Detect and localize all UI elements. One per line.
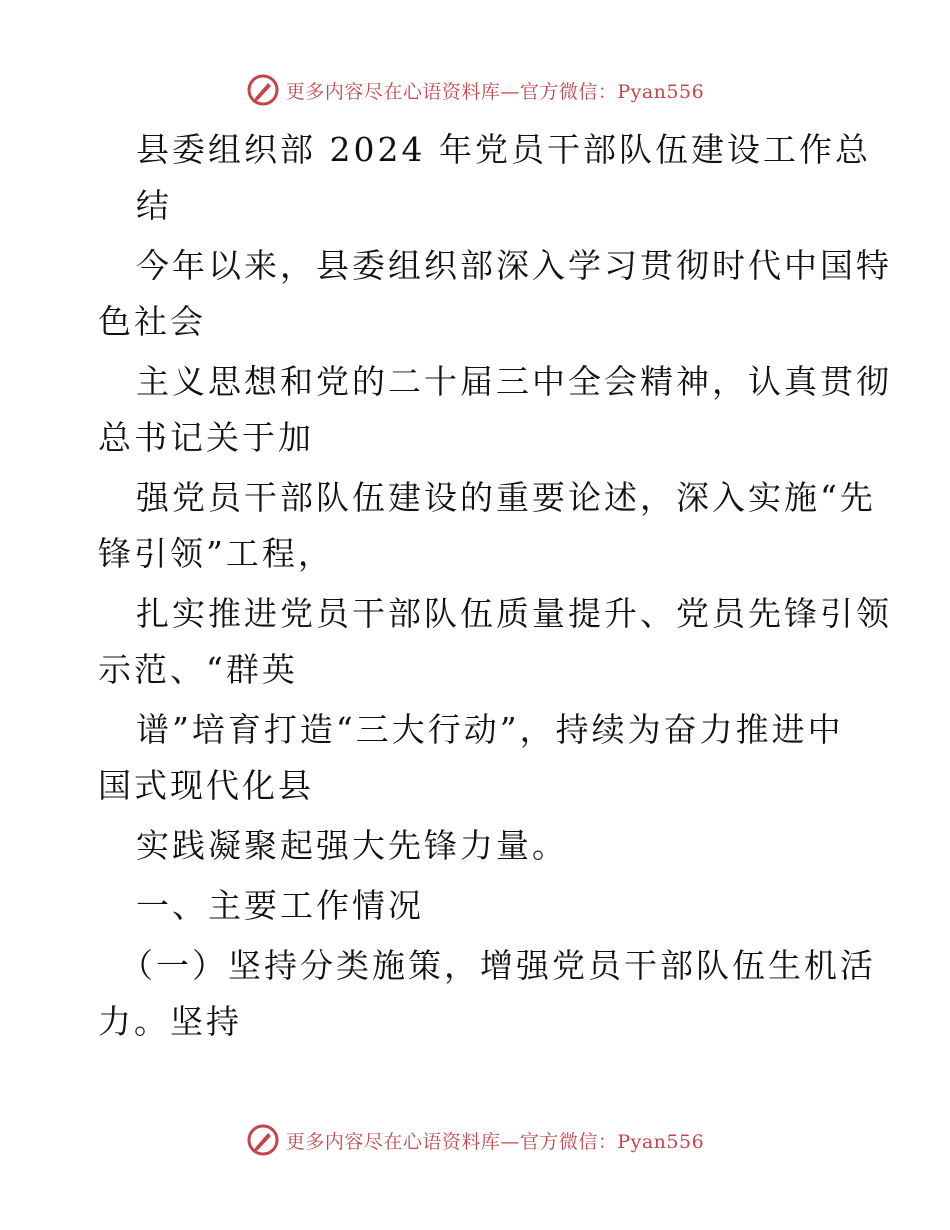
watermark-banner-bottom xyxy=(0,1120,950,1160)
pen-logo-icon xyxy=(246,73,280,107)
paragraph-line: 总书记关于加 xyxy=(98,418,314,457)
paragraph-line: 国式现代化县 xyxy=(98,766,314,805)
subsection-heading-line: （一）坚持分类施策，增强党员干部队伍生机活 xyxy=(120,946,876,985)
paragraph-line: 扎实推进党员干部队伍质量提升、党员先锋引领 xyxy=(136,594,892,633)
title-line-2: 结 xyxy=(136,186,172,225)
pen-logo-icon xyxy=(246,1123,280,1157)
paragraph-line: 力。坚持 xyxy=(98,1002,242,1041)
watermark-banner-top xyxy=(0,70,950,110)
paragraph-line: 示范、“群英 xyxy=(98,650,298,689)
watermark-text: 更多内容尽在心语资料库—官方微信：Pyan556 xyxy=(285,80,705,103)
title-line-1: 县委组织部 2024 年党员干部队伍建设工作总 xyxy=(136,130,871,169)
watermark-text: 更多内容尽在心语资料库—官方微信：Pyan556 xyxy=(285,1130,705,1153)
paragraph-line: 今年以来，县委组织部深入学习贯彻时代中国特 xyxy=(136,246,892,285)
paragraph-line: 主义思想和党的二十届三中全会精神，认真贯彻 xyxy=(136,362,892,401)
paragraph-line: 强党员干部队伍建设的重要论述，深入实施“先 xyxy=(136,478,876,517)
paragraph-line: 色社会 xyxy=(98,302,206,341)
paragraph-line: 锋引领”工程， xyxy=(98,534,334,573)
paragraph-line: 实践凝聚起强大先锋力量。 xyxy=(136,826,568,865)
paragraph-line: 谱”培育打造“三大行动”，持续为奋力推进中 xyxy=(136,710,844,749)
section-heading: 一、主要工作情况 xyxy=(136,886,424,925)
